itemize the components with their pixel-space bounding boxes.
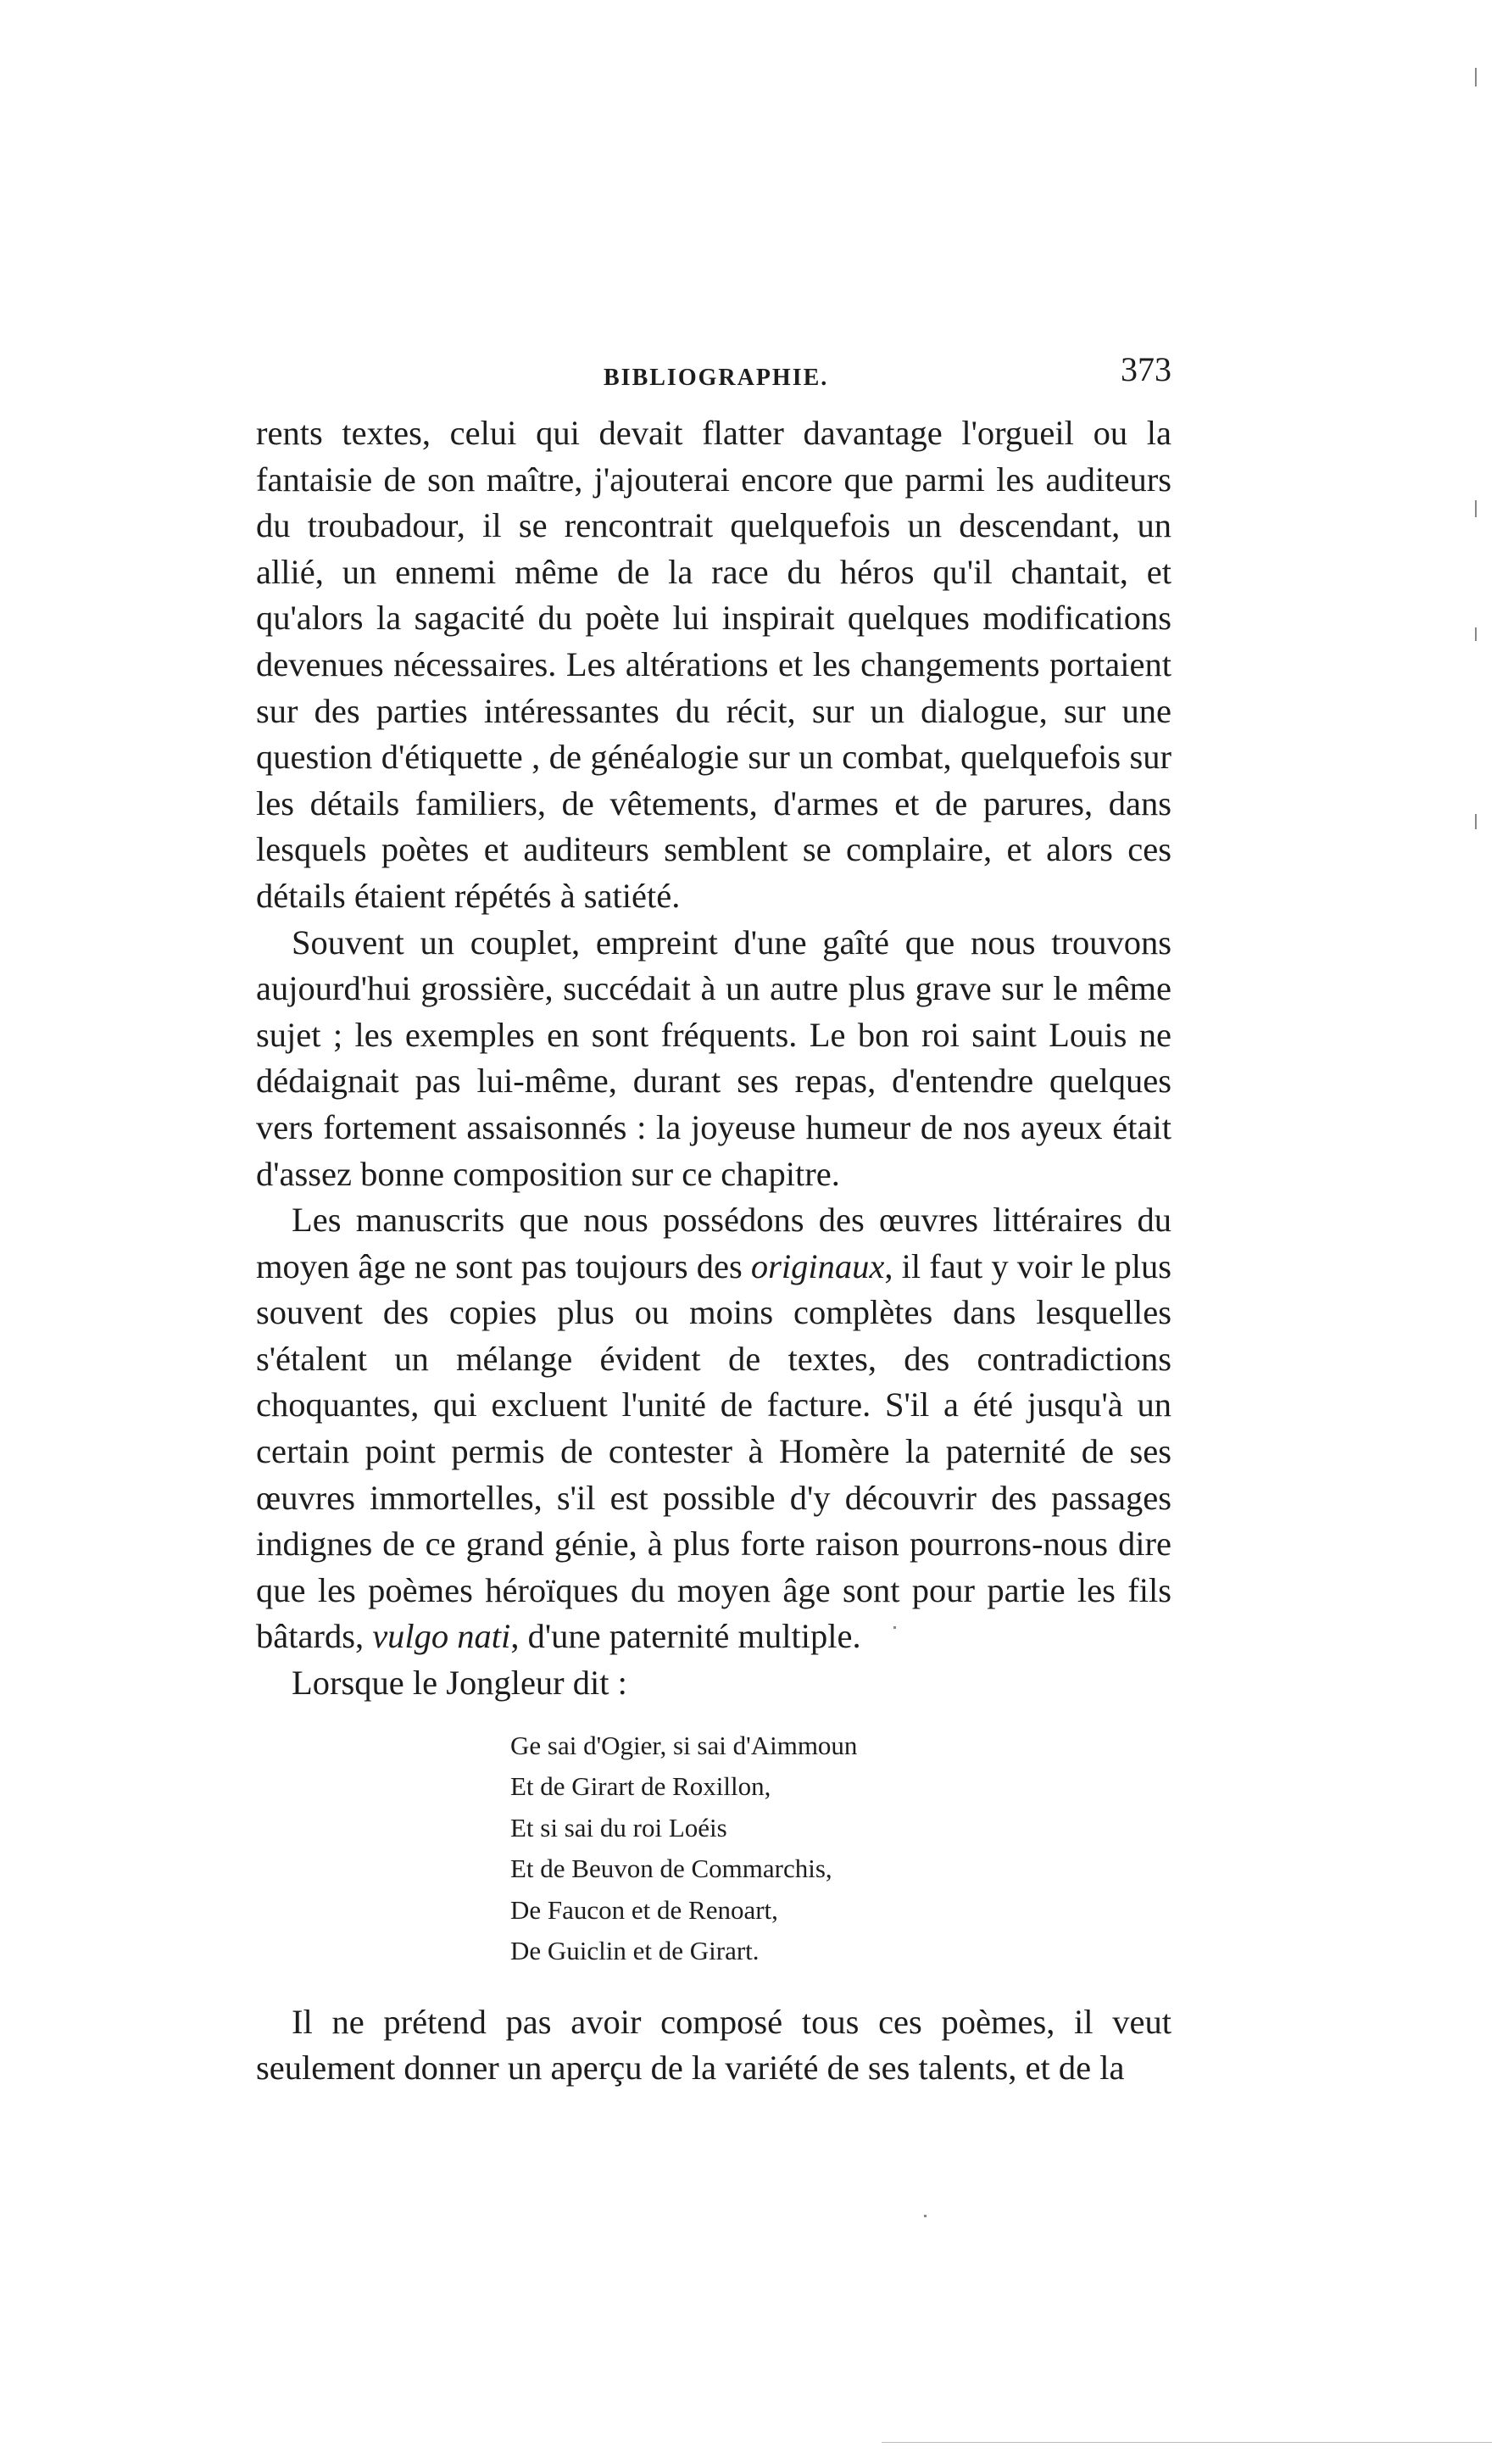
verse-line: Et de Beuvon de Commarchis, xyxy=(510,1854,832,1884)
paragraph-2: Souvent un couplet, empreint d'une gaîté que nous trouvons aujourd'hui grossière, succédait à un autre plus grave sur le même sujet ; les exemples en sont fréquents. Le bon roi saint Louis ne dédaignait pas lui-même, durant ses repas, d'entendre quelques vers fortement assaisonnés : la joyeuse humeur de nos ayeux était d'assez bonne composition sur ce chapitre. xyxy=(256,923,1171,1193)
verse-line: Et si sai du roi Loéis xyxy=(510,1812,727,1842)
speck xyxy=(924,2215,927,2217)
verse-quotation xyxy=(510,1725,1171,1972)
running-title: BIBLIOGRAPHIE. xyxy=(604,365,829,391)
speck xyxy=(1475,814,1477,829)
paragraph-5: Il ne prétend pas avoir composé tous ces poèmes, il veut seulement donner un aperçu de la variété de ses talents, et de la xyxy=(256,2002,1171,2088)
paragraph-3-text-c: , d'une paternité multiple. xyxy=(510,1617,861,1656)
speck xyxy=(893,1626,896,1629)
verse-line: Ge sai d'Ogier, si sai d'Aimmoun xyxy=(510,1730,858,1760)
running-head xyxy=(256,349,1171,400)
paragraph-3-text-a: Les manuscrits que nous possédons des œuvres littéraires du moyen âge ne sont pas toujours des xyxy=(256,1201,1171,1285)
page-number: 373 xyxy=(1121,350,1171,388)
verse-line: De Guiclin et de Girart. xyxy=(510,1936,760,1966)
speck xyxy=(1475,627,1477,641)
speck xyxy=(1475,500,1477,517)
paragraph-3-text-b: , il faut y voir le plus souvent des copies plus ou moins complètes dans lesquelles s'étalent un mélange évident de textes, des contradictions choquantes, qui excluent l'unité de facture. S'il a été jusqu'à un certain point permis de contester à Homère la paternité de ses œuvres immortelles, s'il est possible d'y découvrir des passages indignes de ce grand génie, à plus forte raison pourrons-nous dire que les poèmes héroïques du moyen âge sont pour partie les fils bâtards, xyxy=(256,1246,1171,1656)
paragraph-4: Lorsque le Jongleur dit : xyxy=(292,1664,627,1703)
verse-line: De Faucon et de Renoart, xyxy=(510,1894,778,1925)
body-text xyxy=(256,410,1171,2092)
speck xyxy=(1475,68,1477,86)
italic-vulgo-nati: vulgo nati xyxy=(372,1617,511,1656)
italic-originaux: originaux xyxy=(750,1246,885,1285)
verse-line: Et de Girart de Roxillon, xyxy=(510,1771,771,1802)
paragraph-3 xyxy=(256,1197,1171,1660)
paragraph-1: rents textes, celui qui devait flatter davantage l'orgueil ou la fantaisie de son maître, j'ajouterai encore que parmi les auditeurs du troubadour, il se rencontrait quelquefois un descendant, un allié, un ennemi même de la race du héros qu'il chantait, et qu'alors la sagacité du poète lui inspirait quelques modifications devenues nécessaires. Les altérations et les changements portaient sur des parties intéressantes du récit, sur un dialogue, sur une question d'étiquette , de généalogie sur un combat, quelquefois sur les détails familiers, de vêtements, d'armes et de parures, dans lesquels poètes et auditeurs semblent se complaire, et alors ces détails étaient répétés à satiété. xyxy=(256,414,1171,915)
speck xyxy=(882,2442,1492,2443)
